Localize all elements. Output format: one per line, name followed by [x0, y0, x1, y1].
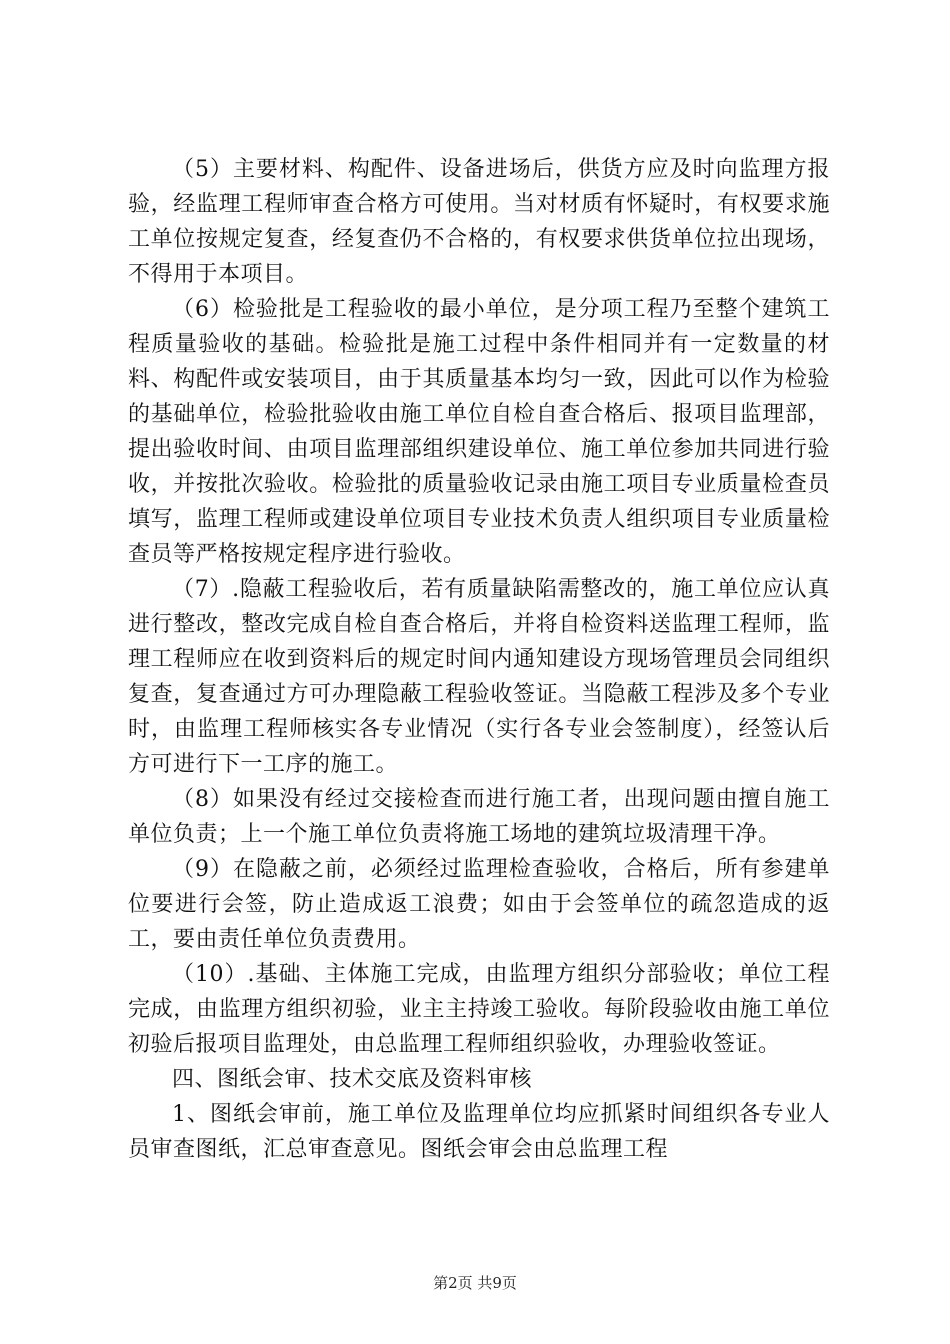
page-number-footer: 第2页 共9页 — [433, 1274, 517, 1292]
paragraph-item-6: （6）检验批是工程验收的最小单位，是分项工程乃至整个建筑工程质量验收的基础。检验批是施工过程中条件相同并有一定数量的材料、构配件或安装项目，由于其质量基本均匀一致，因此可以作为检验的基础单位，检验批验收由施工单位自检自查合格后、报项目监理部，提出验收时间、由项目监理部组织建设单位、施工单位参加共同进行验收，并按批次验收。检验批的质量验收记录由施工项目专业质量检查员填写，监理工程师或建设单位项目专业技术负责人组织项目专业质量检查员等严格按规定程序进行验收。 — [128, 297, 830, 567]
paragraph-item-5: （5）主要材料、构配件、设备进场后，供货方应及时向监理方报验，经监理工程师审查合格方可使用。当对材质有怀疑时，有权要求施工单位按规定复查，经复查仍不合格的，有权要求供货单位拉出现场，不得用于本项目。 — [128, 157, 830, 287]
paragraph-item-10: （10）.基础、主体施工完成，由监理方组织分部验收；单位工程完成，由监理方组织初验，业主主持竣工验收。每阶段验收由施工单位初验后报项目监理处，由总监理工程师组织验收，办理验收签证。 — [128, 962, 830, 1057]
document-body — [128, 152, 830, 1167]
paragraph-drawing-review: 1、图纸会审前，施工单位及监理单位均应抓紧时间组织各专业人员审查图纸，汇总审查意见。图纸会审会由总监理工程 — [128, 1102, 830, 1162]
paragraph-item-9: （9）在隐蔽之前，必须经过监理检查验收，合格后，所有参建单位要进行会签，防止造成返工浪费；如由于会签单位的疏忽造成的返工，要由责任单位负责费用。 — [128, 857, 830, 952]
paragraph-item-8: （8）如果没有经过交接检查而进行施工者，出现问题由擅自施工单位负责；上一个施工单位负责将施工场地的建筑垃圾清理干净。 — [128, 787, 830, 847]
paragraph-item-7: （7）.隐蔽工程验收后，若有质量缺陷需整改的，施工单位应认真进行整改，整改完成自检自查合格后，并将自检资料送监理工程师，监理工程师应在收到资料后的规定时间内通知建设方现场管理员会同组织复查，复查通过方可办理隐蔽工程验收签证。当隐蔽工程涉及多个专业时，由监理工程师核实各专业情况（实行各专业会签制度），经签认后方可进行下一工序的施工。 — [128, 577, 830, 777]
section-heading: 四、图纸会审、技术交底及资料审核 — [172, 1067, 533, 1092]
